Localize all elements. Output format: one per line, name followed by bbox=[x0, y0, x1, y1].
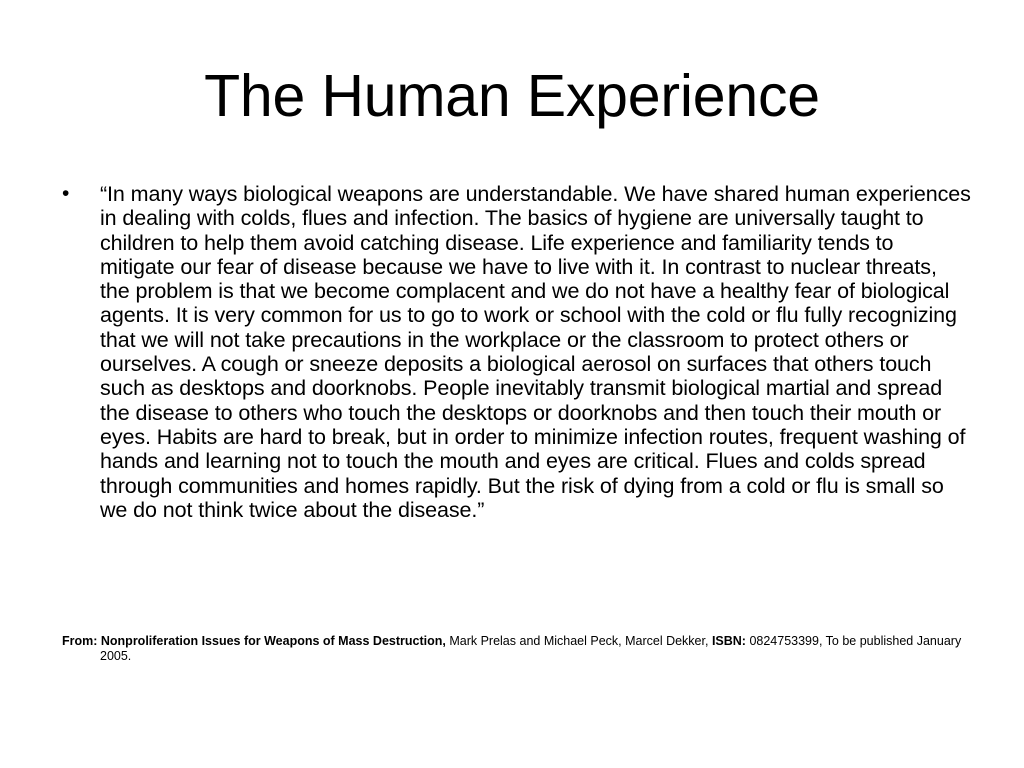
citation-isbn-label: ISBN: bbox=[711, 634, 746, 648]
citation-source: From: Nonproliferation Issues for Weapons of Mass Destruction, bbox=[62, 634, 446, 648]
slide-title: The Human Experience bbox=[204, 63, 820, 129]
quote-text: “In many ways biological weapons are understandable. We have shared human experiences in dealing with colds, flues and infection. The basics of hygiene are universally taught to children to help them avoid catching disease. Life experience and familiarity tends to mitigate our fear of disease because we have to live with it. In contrast to nuclear threats, the problem is that we become complacent and we do not have a healthy fear of biological agents. It is very common for us to go to work or school with the cold or flu fully recognizing that we will not take precautions in the workplace or the classroom to protect others or ourselves. A cough or sneeze deposits a biological aerosol on surfaces that others touch such as desktops and doorknobs. People inevitably transmit biological martial and spread the disease to others who touch the desktops or doorknobs and then touch their mouth or eyes. Habits are hard to break, but in order to minimize infection routes, frequent washing of hands and learning not to touch the mouth and eyes are critical. Flues and colds spread through communities and homes rapidly. But the risk of dying from a cold or flu is small so we do not think twice about the disease.” bbox=[100, 182, 971, 522]
citation-authors: Mark Prelas and Michael Peck, Marcel Dekker, bbox=[445, 634, 712, 648]
bullet-item bbox=[62, 182, 972, 522]
bullet-marker: • bbox=[62, 182, 70, 205]
citation-isbn-value: 0824753399, To be published January 2005. bbox=[100, 634, 962, 663]
citation bbox=[62, 634, 990, 664]
